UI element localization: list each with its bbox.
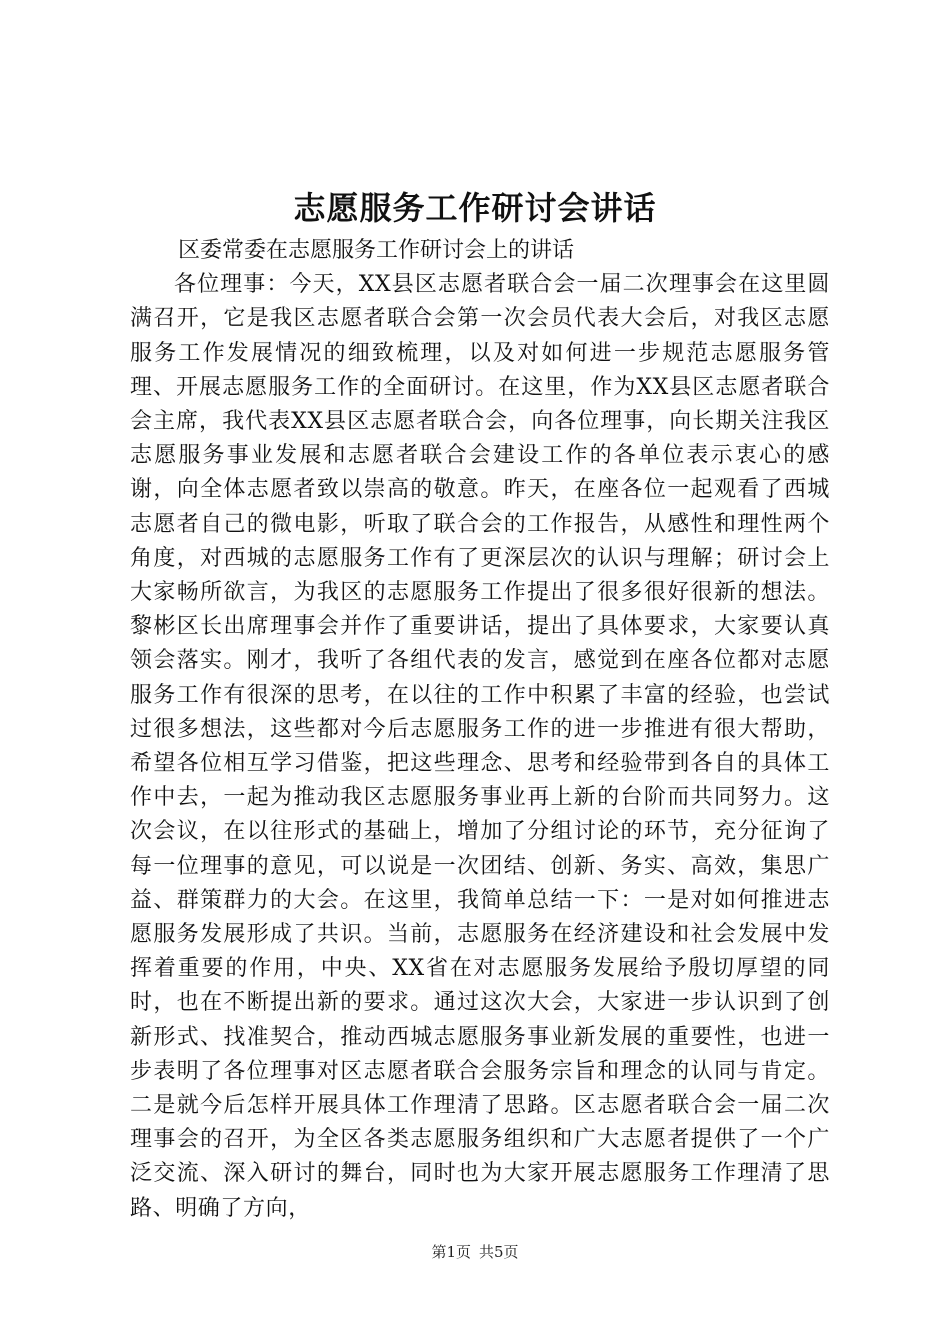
body-paragraph: 各位理事：今天，XX县区志愿者联合会一届二次理事会在这里圆满召开，它是我区志愿者联合会第一次会员代表大会后，对我区志愿服务工作发展情况的细致梳理，以及对如何进一步规范志愿服务管理、开展志愿服务工作的全面研讨。在这里，作为XX县区志愿者联合会主席，我代表XX县区志愿者联合会，向各位理事，向长期关注我区志愿服务事业发展和志愿者联合会建设工作的各单位表示衷心的感谢，向全体志愿者致以崇高的敬意。昨天，在座各位一起观看了西城志愿者自己的微电影，听取了联合会的工作报告，从感性和理性两个角度，对西城的志愿服务工作有了更深层次的认识与理解；研讨会上大家畅所欲言，为我区的志愿服务工作提出了很多很好很新的想法。黎彬区长出席理事会并作了重要讲话，提出了具体要求，大家要认真领会落实。刚才，我听了各组代表的发言，感觉到在座各位都对志愿服务工作有很深的思考，在以往的工作中积累了丰富的经验，也尝试过很多想法，这些都对今后志愿服务工作的进一步推进有很大帮助，希望各位相互学习借鉴，把这些理念、思考和经验带到各自的具体工作中去，一起为推动我区志愿服务事业再上新的台阶而共同努力。这次会议，在以往形式的基础上，增加了分组讨论的环节，充分征询了每一位理事的意见，可以说是一次团结、创新、务实、高效，集思广益、群策群力的大会。在这里，我简单总结一下：一是对如何推进志愿服务发展形成了共识。当前，志愿服务在经济建设和社会发展中发挥着重要的作用，中央、XX省在对志愿服务发展给予殷切厚望的同时，也在不断提出新的要求。通过这次大会，大家进一步认识到了创新形式、找准契合，推动西城志愿服务事业新发展的重要性，也进一步表明了各位理事对区志愿者联合会服务宗旨和理念的认同与肯定。二是就今后怎样开展具体工作理清了思路。区志愿者联合会一届二次理事会的召开，为全区各类志愿服务组织和广大志愿者提供了一个广泛交流、深入研讨的舞台，同时也为大家开展志愿服务工作理清了思路、明确了方向， <box>130 272 830 1221</box>
page-total: 共5页 <box>479 1243 519 1261</box>
document-subtitle: 区委常委在志愿服务工作研讨会上的讲话 <box>178 238 575 263</box>
page-number: 第1页 <box>431 1243 471 1261</box>
document-body <box>130 234 830 1226</box>
document-title: 志愿服务工作研讨会讲话 <box>293 189 657 227</box>
page-footer <box>0 1241 950 1263</box>
